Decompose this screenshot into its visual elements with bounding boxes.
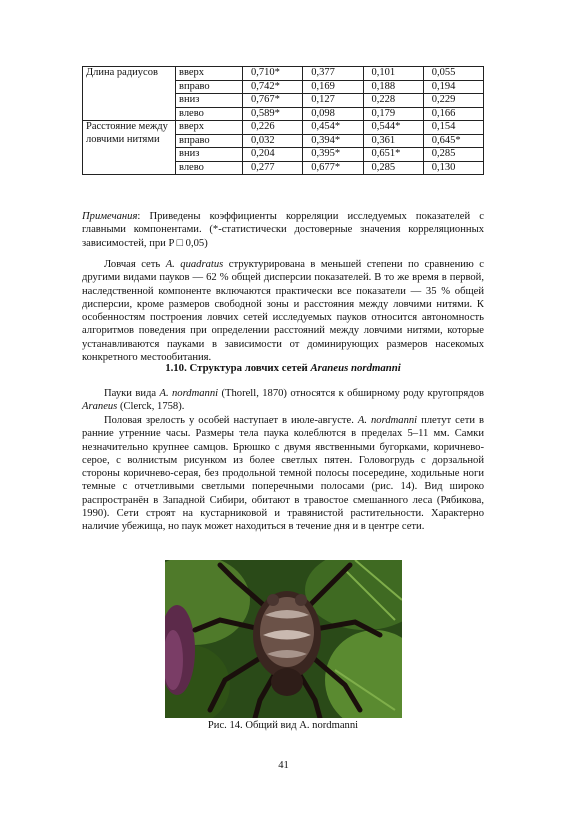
paragraph-description	[82, 414, 484, 534]
value-cell: 0,454*	[303, 121, 363, 135]
value-cell: 0,204	[243, 148, 303, 162]
direction-cell: вверх	[176, 121, 243, 135]
value-cell: 0,645*	[423, 134, 483, 148]
note-text: : Приведены коэффициенты корреляции исследуемых показателей с главными компонентами. (*-статистически достоверные значения корреляционных зависимостей, при P □ 0,05)	[82, 211, 484, 249]
value-cell: 0,394*	[303, 134, 363, 148]
heading-species: Araneus nordmanni	[310, 362, 401, 374]
note-label: Примечания	[82, 211, 138, 222]
value-cell: 0,285	[423, 148, 483, 162]
value-cell: 0,277	[243, 161, 303, 175]
paragraph-quadratus	[82, 258, 484, 364]
paragraph-genus	[82, 387, 484, 414]
value-cell: 0,101	[363, 67, 423, 81]
page-number: 41	[278, 760, 289, 771]
value-cell: 0,127	[303, 94, 363, 108]
para2-text-a: Пауки вида	[104, 388, 160, 399]
value-cell: 0,194	[423, 80, 483, 94]
para2-text-c: (Clerck, 1758).	[117, 401, 185, 413]
para2-genus: Araneus	[82, 401, 118, 413]
value-cell: 0,589*	[243, 107, 303, 121]
para1-species: A. quadratus	[165, 259, 224, 270]
value-cell: 0,395*	[303, 148, 363, 162]
value-cell: 0,229	[423, 94, 483, 108]
direction-cell: влево	[176, 161, 243, 175]
table-row	[83, 67, 484, 81]
table-note	[82, 210, 484, 250]
value-cell: 0,228	[363, 94, 423, 108]
direction-cell: вниз	[176, 148, 243, 162]
value-cell: 0,188	[363, 80, 423, 94]
correlation-table	[82, 66, 484, 175]
value-cell: 0,130	[423, 161, 483, 175]
para3-text-a: Половая зрелость у особей наступает в июле-августе.	[104, 415, 358, 426]
value-cell: 0,166	[423, 107, 483, 121]
para2-species: A. nordmanni	[159, 388, 219, 399]
section-heading	[82, 362, 484, 374]
value-cell: 0,226	[243, 121, 303, 135]
value-cell: 0,179	[363, 107, 423, 121]
value-cell: 0,677*	[303, 161, 363, 175]
figure-caption: Рис. 14. Общий вид A. nordmanni	[207, 720, 359, 731]
direction-cell: вниз	[176, 94, 243, 108]
value-cell: 0,055	[423, 67, 483, 81]
value-cell: 0,285	[363, 161, 423, 175]
value-cell: 0,032	[243, 134, 303, 148]
row-group-label: Расстояние между ловчими нитями	[83, 121, 176, 175]
direction-cell: вправо	[176, 80, 243, 94]
value-cell: 0,377	[303, 67, 363, 81]
row-group-label: Длина радиусов	[83, 67, 176, 121]
para3-species: A. nordmanni	[357, 415, 418, 426]
value-cell: 0,710*	[243, 67, 303, 81]
spider-photo	[165, 560, 402, 718]
heading-text: 1.10. Структура ловчих сетей	[165, 362, 311, 374]
direction-cell: влево	[176, 107, 243, 121]
para3-text-b: плетут сети в ранние утренние часы. Размеры тела паука колеблются в пределах 5–11 мм. Самки незначительно крупнее самцов. Брюшко с двумя явственными бугорками, коричнево-серое, с волнистым рисунком из более светлых пятен. Головогрудь с дорзальной стороны коричнево-серая, без продольной темной полосы посередине, ходильные ноги темные с отчетливыми светлыми поперечными полосами (рис. 14). Вид широко распространён в Западной Сибири, обитают в травостое смешанного леса (Рябикова, 1990). Сети строят на кустарниковой и травянистой растительности. Характерно наличие убежища, но паук может находиться в течение дня и в центре сети.	[82, 415, 484, 533]
value-cell: 0,544*	[363, 121, 423, 135]
para1-text-a: Ловчая сеть	[104, 259, 166, 270]
value-cell: 0,767*	[243, 94, 303, 108]
direction-cell: вверх	[176, 67, 243, 81]
value-cell: 0,361	[363, 134, 423, 148]
direction-cell: вправо	[176, 134, 243, 148]
value-cell: 0,651*	[363, 148, 423, 162]
para2-text-b: (Thorell, 1870) относятся к обширному роду кругопрядов	[218, 388, 484, 399]
value-cell: 0,154	[423, 121, 483, 135]
correlation-table-body	[83, 67, 484, 175]
value-cell: 0,742*	[243, 80, 303, 94]
spider-photo-illustration	[165, 560, 402, 718]
value-cell: 0,098	[303, 107, 363, 121]
value-cell: 0,169	[303, 80, 363, 94]
para1-text-b: структурирована в меньшей степени по сравнению с другими видами пауков — 62 % общей дисперсии показателей. В то же время в первой, наследственной компоненте включаются практически все показатели — 35 % общей дисперсии, кроме размеров свободной зоны и расстояния между ловчими нитями. К особенностям построения ловчих сетей исследуемых пауков относится автономность алгоритмов поведения при определении расстояний между ловчими нитями, которые устанавливаются пауками в зависимости от доминирующих размеров насекомых конкретного местообитания.	[82, 259, 485, 364]
table-row	[83, 121, 484, 135]
